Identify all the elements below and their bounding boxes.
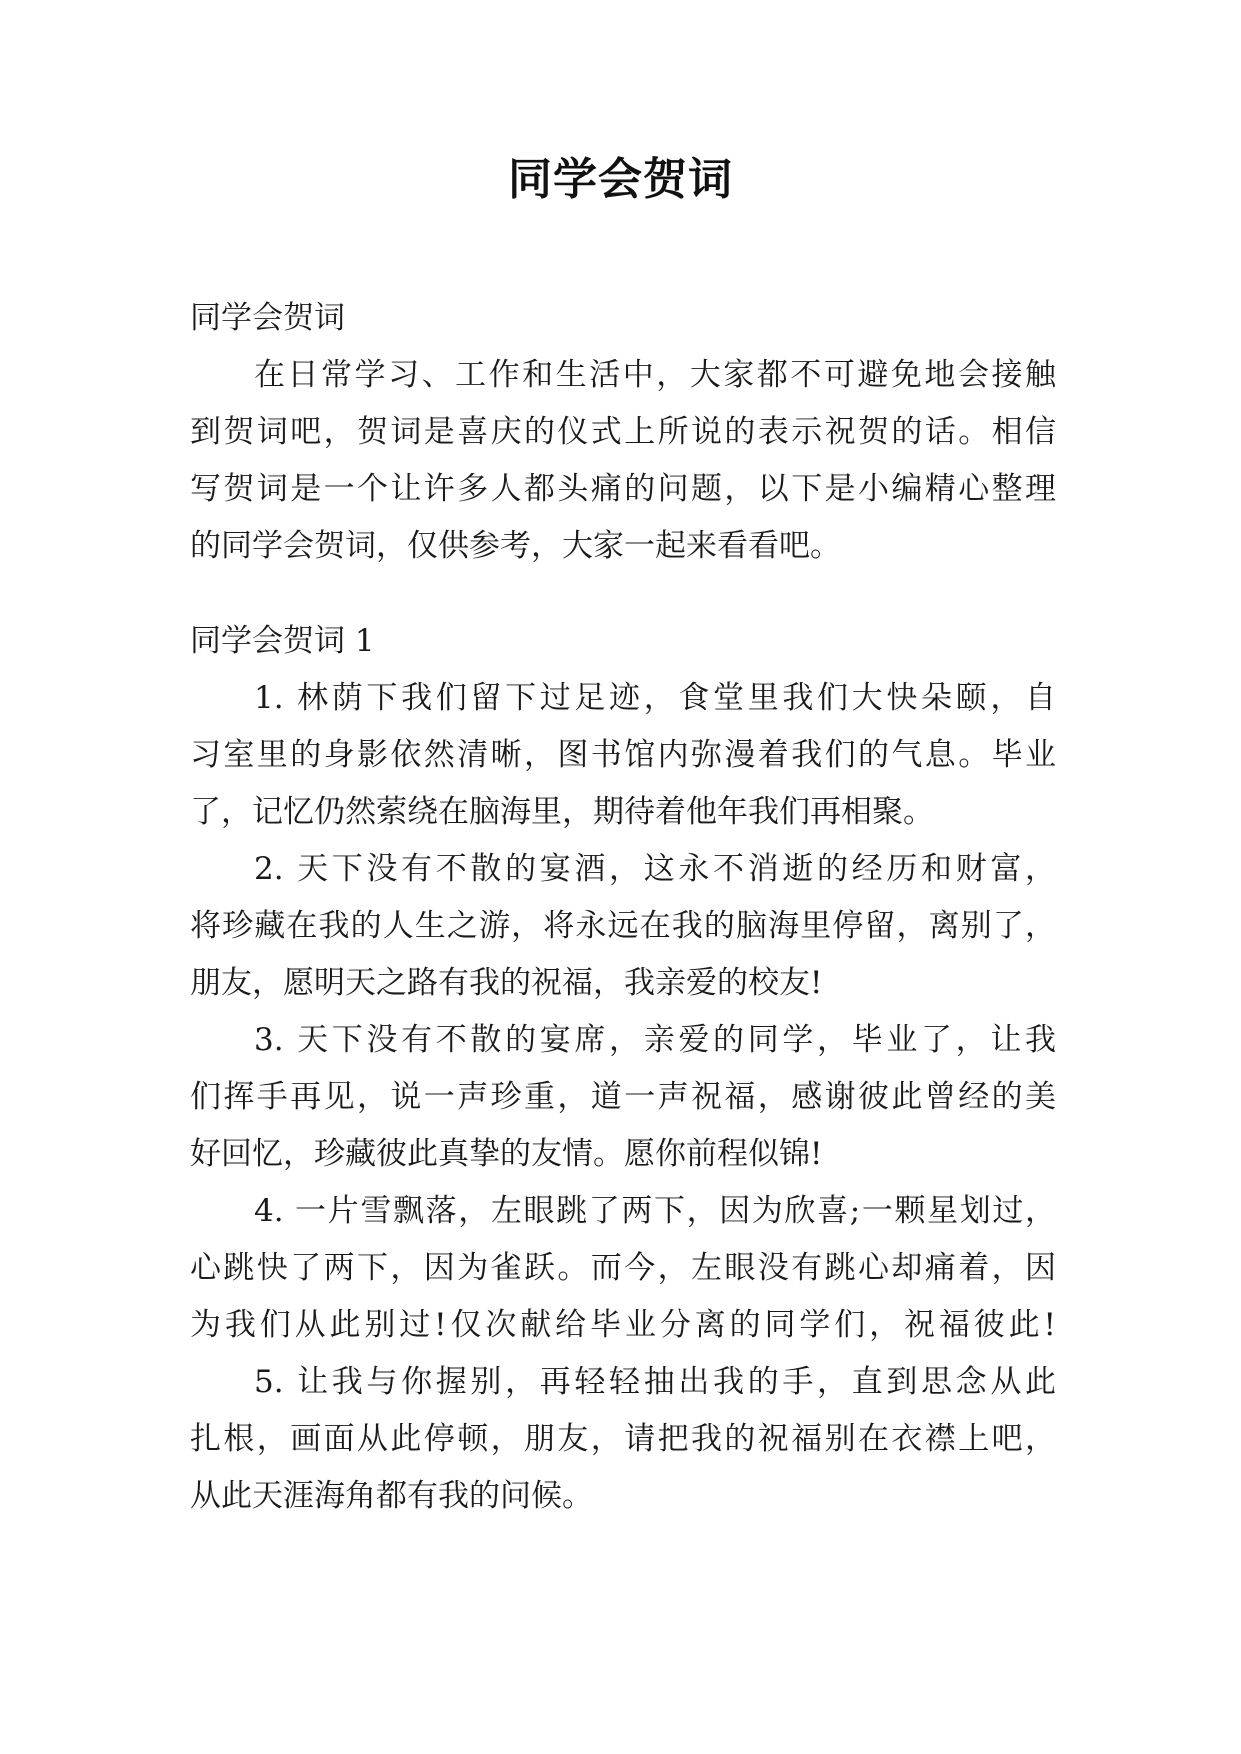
paragraph-line: 习室里的身影依然清晰，图书馆内弥漫着我们的气息。毕业 — [190, 737, 1056, 773]
paragraph-line: 朋友，愿明天之路有我的祝福，我亲爱的校友! — [190, 965, 823, 1001]
paragraph-line: 4. 一片雪飘落，左眼跳了两下，因为欣喜;一颗星划过， — [254, 1193, 1056, 1229]
paragraph-line: 1. 林荫下我们留下过足迹，食堂里我们大快朵颐，自 — [254, 680, 1056, 716]
paragraph-line: 从此天涯海角都有我的问候。 — [190, 1478, 593, 1514]
document-body — [190, 290, 1056, 1525]
paragraph-line: 了，记忆仍然萦绕在脑海里，期待着他年我们再相聚。 — [190, 794, 934, 830]
document-subtitle: 同学会贺词 — [190, 300, 345, 336]
paragraph-line: 写贺词是一个让许多人都头痛的问题，以下是小编精心整理 — [190, 471, 1056, 507]
greeting-item-2 — [190, 841, 1056, 1012]
paragraph-line: 为我们从此别过!仅次献给毕业分离的同学们，祝福彼此! — [190, 1307, 1056, 1343]
paragraph-line: 们挥手再见，说一声珍重，道一声祝福，感谢彼此曾经的美 — [190, 1079, 1056, 1115]
paragraph-line: 2. 天下没有不散的宴酒，这永不消逝的经历和财富， — [254, 851, 1056, 887]
section-gap — [190, 575, 1056, 613]
greeting-item-5 — [190, 1354, 1056, 1525]
paragraph-line: 到贺词吧，贺词是喜庆的仪式上所说的表示祝贺的话。相信 — [190, 414, 1056, 450]
paragraph-line: 心跳快了两下，因为雀跃。而今，左眼没有跳心却痛着，因 — [190, 1250, 1056, 1286]
greeting-item-3 — [190, 1012, 1056, 1183]
greeting-item-4 — [190, 1183, 1056, 1354]
section-heading: 同学会贺词 1 — [190, 623, 375, 659]
intro-paragraph — [190, 347, 1056, 575]
paragraph-line: 扎根，画面从此停顿，朋友，请把我的祝福别在衣襟上吧， — [190, 1421, 1056, 1457]
greeting-item-1 — [190, 670, 1056, 841]
paragraph-line: 5. 让我与你握别，再轻轻抽出我的手，直到思念从此 — [254, 1364, 1056, 1400]
paragraph-line: 将珍藏在我的人生之游，将永远在我的脑海里停留，离别了， — [190, 908, 1056, 944]
paragraph-line: 3. 天下没有不散的宴席，亲爱的同学，毕业了，让我 — [254, 1022, 1056, 1058]
document-title: 同学会贺词 — [508, 154, 733, 205]
paragraph-line: 在日常学习、工作和生活中，大家都不可避免地会接触 — [254, 357, 1056, 393]
paragraph-line: 的同学会贺词，仅供参考，大家一起来看看吧。 — [190, 528, 841, 564]
paragraph-line: 好回忆，珍藏彼此真挚的友情。愿你前程似锦! — [190, 1136, 823, 1172]
